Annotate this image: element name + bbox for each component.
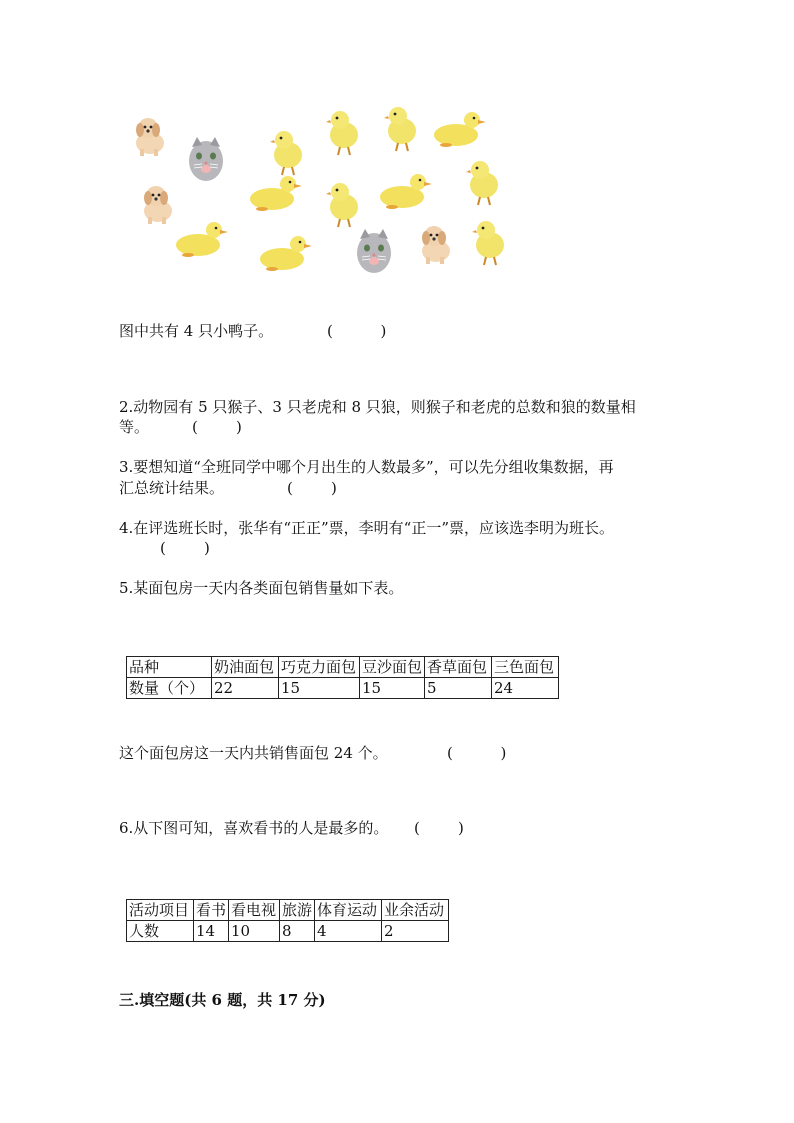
activity-table bbox=[126, 899, 449, 942]
section-3-heading: 三.填空题(共 6 题，共 17 分) bbox=[119, 991, 326, 1009]
table-cell: 看电视 bbox=[229, 900, 280, 921]
table-cell: 24 bbox=[492, 678, 559, 699]
question-5-statement: 这个面包房这一天内共销售面包 24 个。 bbox=[119, 744, 388, 762]
table-cell: 5 bbox=[425, 678, 492, 699]
table-cell: 14 bbox=[194, 921, 229, 942]
question-5-intro: 5.某面包房一天内各类面包销售量如下表。 bbox=[119, 579, 404, 597]
table-cell: 8 bbox=[280, 921, 315, 942]
question-2-line-1: 2.动物园有 5 只猴子、3 只老虎和 8 只狼，则猴子和老虎的总数和狼的数量相 bbox=[119, 398, 636, 416]
table-cell: 旅游 bbox=[280, 900, 315, 921]
table-cell: 品种 bbox=[127, 657, 212, 678]
answer-blank-6[interactable]: ( ) bbox=[414, 819, 464, 837]
table-cell: 看书 bbox=[194, 900, 229, 921]
chick-icon bbox=[270, 131, 302, 175]
question-3-line-2: 汇总统计结果。 bbox=[119, 479, 225, 497]
animal-picture-svg bbox=[120, 95, 520, 285]
question-4-line-1: 4.在评选班长时，张华有“正正”票，李明有“正一”票，应该选李明为班长。 bbox=[119, 519, 614, 537]
question-1 bbox=[119, 321, 273, 341]
table-cell: 2 bbox=[382, 921, 449, 942]
table-cell: 15 bbox=[360, 678, 425, 699]
duck-icon bbox=[260, 236, 312, 271]
table-cell: 数量（个） bbox=[127, 678, 212, 699]
answer-blank-4[interactable]: ( ) bbox=[160, 539, 210, 557]
duck-icon bbox=[176, 222, 228, 257]
dog-icon bbox=[144, 186, 172, 224]
dog-icon bbox=[136, 118, 164, 156]
chick-icon bbox=[472, 221, 504, 265]
dog-icon bbox=[422, 226, 450, 264]
table-header-row bbox=[127, 657, 559, 678]
answer-blank-2[interactable]: ( ) bbox=[192, 418, 242, 436]
duck-icon bbox=[250, 176, 302, 211]
table-cell: 香草面包 bbox=[425, 657, 492, 678]
question-2-line-2: 等。 bbox=[119, 418, 150, 436]
table-cell: 10 bbox=[229, 921, 280, 942]
table-cell: 巧克力面包 bbox=[279, 657, 360, 678]
question-6-intro: 6.从下图可知，喜欢看书的人是最多的。 bbox=[119, 819, 389, 837]
table-row bbox=[127, 921, 449, 942]
table-cell: 15 bbox=[279, 678, 360, 699]
cat-icon bbox=[189, 137, 223, 181]
chick-icon bbox=[326, 183, 358, 227]
animal-picture bbox=[120, 95, 520, 285]
table-cell: 4 bbox=[315, 921, 382, 942]
table-header-row bbox=[127, 900, 449, 921]
duck-icon bbox=[434, 112, 486, 147]
answer-blank-3[interactable]: ( ) bbox=[287, 479, 337, 497]
cat-icon bbox=[357, 229, 391, 273]
duck-icon bbox=[380, 174, 432, 209]
table-cell: 奶油面包 bbox=[212, 657, 279, 678]
chick-icon bbox=[466, 161, 498, 205]
question-3-line-1: 3.要想知道“全班同学中哪个月出生的人数最多”，可以先分组收集数据，再 bbox=[119, 458, 614, 476]
chick-icon bbox=[326, 111, 358, 155]
chick-icon bbox=[384, 107, 416, 151]
table-cell: 三色面包 bbox=[492, 657, 559, 678]
table-row bbox=[127, 678, 559, 699]
table-cell: 豆沙面包 bbox=[360, 657, 425, 678]
table-cell: 体育运动 bbox=[315, 900, 382, 921]
table-cell: 活动项目 bbox=[127, 900, 194, 921]
bread-sales-table bbox=[126, 656, 559, 699]
answer-blank-5[interactable]: ( ) bbox=[447, 744, 507, 762]
table-cell: 22 bbox=[212, 678, 279, 699]
table-cell: 人数 bbox=[127, 921, 194, 942]
table-cell: 业余活动 bbox=[382, 900, 449, 921]
question-1-statement: 图中共有 4 只小鸭子。 bbox=[119, 322, 274, 340]
answer-blank-1[interactable]: ( ) bbox=[327, 322, 387, 340]
